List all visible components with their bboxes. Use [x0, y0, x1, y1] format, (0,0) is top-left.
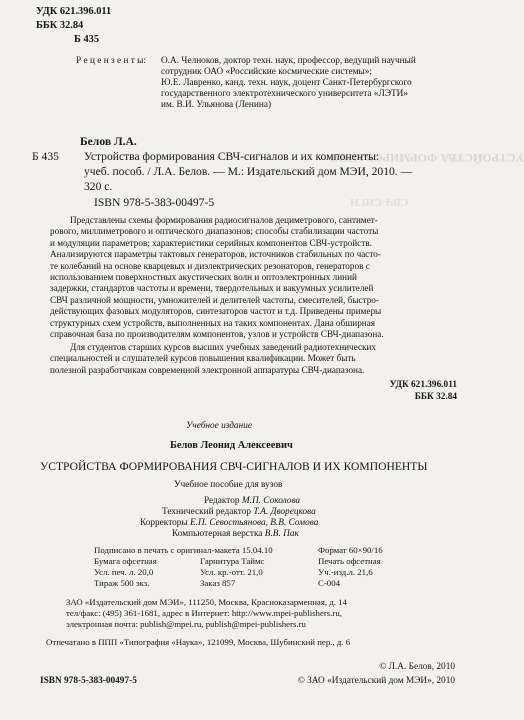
credit-role: Корректоры [140, 518, 191, 528]
credit-name: М.П. Соколова [241, 496, 301, 506]
edition-author: Белов Леонид Алексеевич [170, 440, 293, 451]
reviewers-label: Р е ц е н з е н т ы: [76, 56, 146, 66]
abstract-line: специальностей и слушателей курсов повышения квалификации. Может быть [50, 353, 356, 364]
reviewer-line: государственного электротехнического университета «ЛЭТИ» [161, 89, 409, 99]
bib-title-line2: учеб. пособ. / Л.А. Белов. — М.: Издательский дом МЭИ, 2010. — [84, 165, 413, 178]
edition-title: УСТРОЙСТВА ФОРМИРОВАНИЯ СВЧ-СИГНАЛОВ И ИХ КОМПОНЕНТЫ [40, 460, 428, 473]
bleed-through-text-2: СВЧ-СИГН [350, 196, 409, 208]
credit-name: Е.П. Севостьянова, В.В. Сомова [190, 518, 319, 528]
edition-subtitle: Учебное пособие для вузов [174, 480, 283, 490]
credit-name: В.В. Пак [264, 529, 299, 539]
header-code: Б 435 [74, 34, 100, 45]
abstract-line: СВЧ различной мощности, умножителей и делителей частоты, смесителей, быстро- [50, 294, 379, 305]
abstract-line: задержки, стандартов частоты и времени, твердотельных и вакуумных усилителей [50, 283, 374, 294]
abstract-line: Представлены схемы формирования радиосигналов дециметрового, сантимет- [70, 215, 378, 225]
reviewer-line: Ю.Е. Лавренко, канд. техн. наук, доцент Санкт-Петербургского [161, 78, 412, 88]
print-uch: Уч.-изд.л. 21,6 [318, 567, 373, 577]
print-kr: Усл. кр.-отт. 21,0 [200, 567, 263, 577]
abstract-line: использованием поверхностных акустических волн и оптоэлектронных линий [50, 272, 357, 283]
print-signed: Подписано в печать с оригинал-макета 15.04.10 [94, 545, 273, 555]
abstract-line: Для студентов старших курсов высших учебных заведений радиотехнических [70, 342, 377, 352]
abstract-line: структурных схем устройств, выполненных на таких компонентах. Дана обширная [50, 317, 376, 328]
abstract-line: и модуляции параметров; характеристики серийных компонентов СВЧ-устройств. [50, 237, 372, 248]
footer-copyright-publisher: © ЗАО «Издательский дом МЭИ», 2010 [297, 676, 455, 686]
credit-role: Технический редактор [162, 507, 254, 517]
print-paper: Бумага офсетная [94, 556, 157, 566]
abstract-line: Анализируются параметры тактовых генераторов, источников стабильных по часто- [50, 249, 381, 260]
abstract-line: рового, миллиметрового и оптического диапазонов; способы стабилизации частоты [50, 226, 379, 237]
reviewer-line: О.А. Челноков, доктор техн. наук, профессор, ведущий научный [161, 56, 416, 66]
publisher-line1: ЗАО «Издательский дом МЭИ», 111250, Москва, Красноказарменная, д. 14 [66, 597, 347, 607]
bib-isbn: ISBN 978-5-383-00497-5 [94, 196, 215, 209]
abstract-bbk: ББК 32.84 [414, 392, 457, 402]
footer-isbn: ISBN 978-5-383-00497-5 [40, 676, 137, 686]
publisher-line2: тел/факс: (495) 361-1681, адрес в Интернет: http://www.mpei-publishers.ru, [66, 608, 342, 618]
reviewer-line: сотрудник ОАО «Российские космические системы»; [161, 67, 373, 77]
abstract-line: те колебаний на основе кварцевых и диэлектрических резонаторов, генераторов с [50, 260, 370, 271]
print-order: Заказ 857 [200, 578, 236, 588]
credit-tech-editor [162, 507, 316, 518]
credit-role: Редактор [204, 496, 242, 506]
bleed-through-text: УСТРОЙСТВА ФОРМИРОВАНИЯ [330, 151, 524, 165]
print-code: С-004 [318, 578, 340, 588]
credit-layout [172, 529, 299, 540]
header-udk: УДК 621.396.011 [36, 6, 112, 17]
credit-name: Т.А. Дворецкова [253, 507, 316, 517]
abstract-line: действующих фазовых модуляторов, синтезаторов частот и т.д. Приведены примеры [50, 306, 382, 317]
credit-role: Компьютерная верстка [172, 529, 265, 539]
abstract-paragraph-2 [50, 342, 454, 376]
abstract-udk: УДК 621.396.011 [389, 380, 457, 390]
abstract-line: полезной разработчикам современной электронной аппаратуры СВЧ-диапазона. [50, 364, 365, 375]
abstract-line: справочная база по производителям компонентов, узлов и устройств СВЧ-диапазона. [50, 329, 384, 340]
credit-proofreaders [140, 518, 318, 529]
reviewer-line: им. В.И. Ульянова (Ленина) [161, 100, 272, 110]
print-font: Гарнитура Таймс [200, 556, 265, 566]
print-format: Формат 60×90/16 [318, 545, 383, 555]
bib-title-line1: Устройства формирования СВЧ-сигналов и их компоненты: [84, 150, 380, 163]
print-usl: Усл. печ. л. 20,0 [94, 567, 154, 577]
printer-info: Отпечатано в ППП «Типография «Наука», 121099, Москва, Шубинский пер., д. 6 [46, 637, 351, 647]
reviewers-list [161, 56, 416, 111]
publisher-line3: электронная почта: publish@mpei.ru, publish@mpei-publishers.ru [66, 619, 306, 629]
abstract-paragraph-1 [50, 215, 454, 340]
print-printing: Печать офсетная [318, 556, 381, 566]
bib-title-line3: 320 с. [84, 180, 113, 193]
header-bbk: ББК 32.84 [36, 20, 84, 31]
bib-author: Белов Л.А. [80, 135, 137, 148]
edition-type: Учебное издание [186, 421, 252, 431]
credit-editor [204, 496, 300, 507]
footer-copyright-author: © Л.А. Белов, 2010 [379, 662, 455, 672]
print-tirazh: Тираж 500 экз. [94, 578, 150, 588]
bib-code: Б 435 [32, 150, 59, 163]
